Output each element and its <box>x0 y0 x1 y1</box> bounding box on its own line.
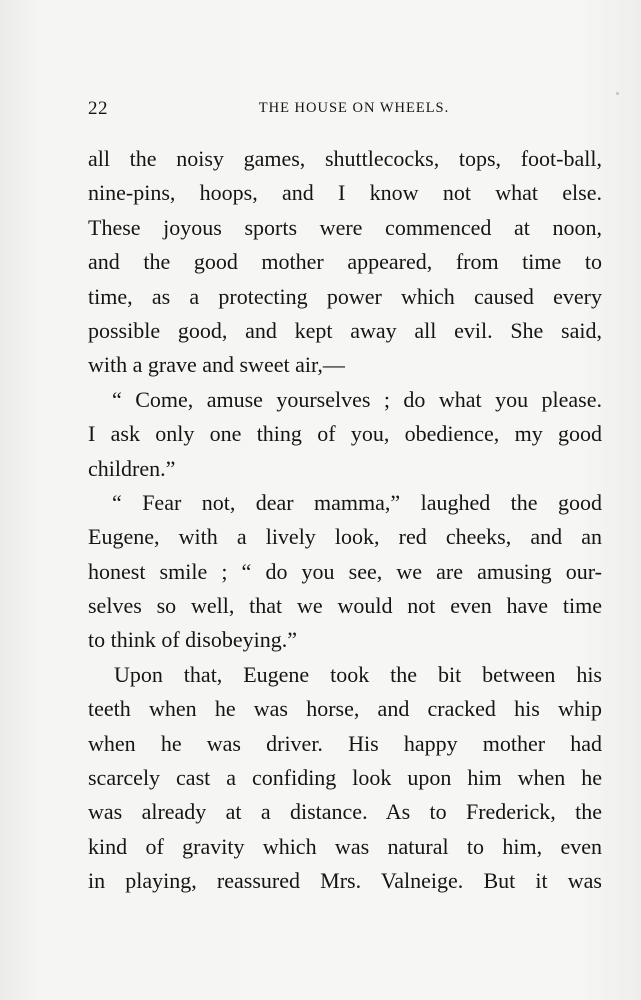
page-header <box>88 98 602 124</box>
text-line: all the noisy games, shuttlecocks, tops, foot-ball, <box>88 146 602 171</box>
text-line: These joyous sports were commenced at noon, <box>88 214 602 240</box>
text-line: “ Fear not, dear mamma,” laughed the good <box>112 489 602 515</box>
running-title: THE HOUSE ON WHEELS. <box>258 100 450 116</box>
text-line: “ Come, amuse yourselves ; do what you please. <box>112 386 602 412</box>
text-line: teeth when he was horse, and cracked his whip <box>88 696 602 722</box>
text-line: honest smile ; “ do you see, we are amusing our- <box>88 558 602 584</box>
text-line: to think of disobeying.” <box>88 627 297 653</box>
body-text <box>88 142 602 899</box>
text-line: was already at a distance. As to Frederick, the <box>88 799 602 825</box>
text-line: kind of gravity which was natural to him, even <box>88 833 602 859</box>
page-number: 22 <box>88 98 108 119</box>
text-line: when he was driver. His happy mother had <box>88 730 602 756</box>
paper-speck <box>616 92 619 95</box>
text-line: in playing, reassured Mrs. Valneige. But it was <box>88 868 602 894</box>
text-line: I ask only one thing of you, obedience, my good <box>88 421 602 447</box>
text-line: nine-pins, hoops, and I know not what else. <box>88 180 602 206</box>
text-line: with a grave and sweet air,— <box>88 352 345 378</box>
text-line: Upon that, Eugene took the bit between his <box>114 661 602 687</box>
text-line: time, as a protecting power which caused every <box>88 283 602 309</box>
text-line: possible good, and kept away all evil. She said, <box>88 317 602 343</box>
text-line: Eugene, with a lively look, red cheeks, and an <box>88 524 602 550</box>
text-line: children.” <box>88 455 176 481</box>
text-line: scarcely cast a confiding look upon him when he <box>88 765 602 791</box>
text-line: selves so well, that we would not even have time <box>88 593 602 619</box>
text-line: and the good mother appeared, from time to <box>88 249 602 275</box>
